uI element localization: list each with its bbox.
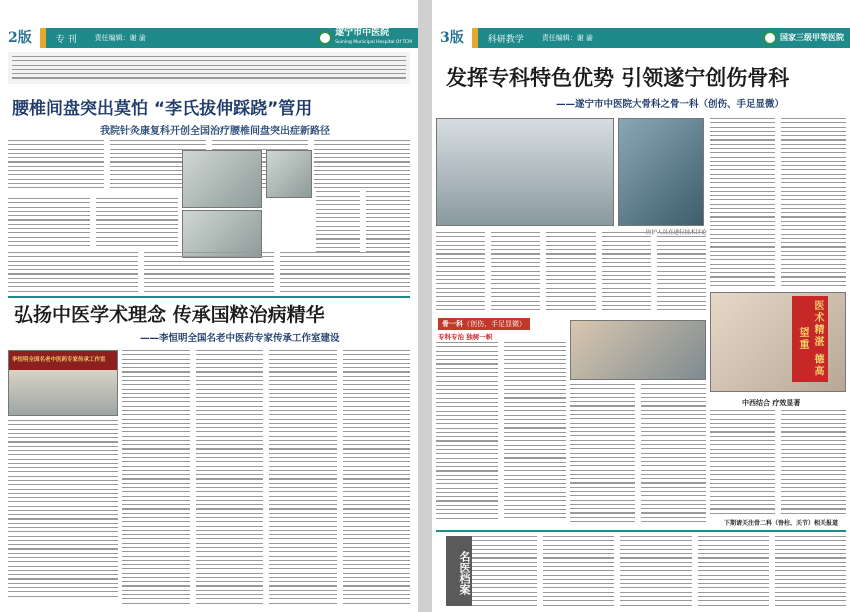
surgery-photo: [618, 118, 704, 226]
article-title-2: 弘扬中医学术理念 传承国粹治病精华: [14, 304, 325, 326]
hospital-logo-right: [763, 31, 844, 45]
article-subtitle-1: 我院针灸康复科开创全国治疗腰椎间盘突出症新路径: [100, 126, 330, 137]
logo-text-right: 国家三级甲等医院: [780, 33, 844, 42]
famous-doctor-body: [466, 536, 846, 606]
column-tag: [438, 318, 530, 330]
hospital-logo: [318, 29, 412, 47]
page-number: 2版: [0, 28, 46, 48]
page-2: [0, 0, 418, 612]
article-title-1: 腰椎间盘突出莫怕 “李氏拔伸踩跷”管用: [12, 99, 313, 119]
page-header: [0, 28, 418, 48]
article-2-photo-caption: [8, 420, 118, 600]
studio-photo: [8, 350, 118, 416]
article-2-body: [122, 350, 410, 604]
page-3: [432, 0, 850, 612]
section-divider-right: [436, 530, 846, 532]
article-1-body-bottom: [8, 252, 410, 292]
treatment-photo-3: [266, 150, 312, 198]
column-tag-text: 骨一科: [442, 320, 463, 328]
examination-photo: [570, 320, 706, 380]
article-3-body-left: [436, 232, 706, 312]
treatment-photo-2: [182, 210, 262, 258]
seal-icon: [318, 31, 332, 45]
editor-credit-right: 责任编辑：谢 渝: [541, 34, 593, 42]
section-divider: [8, 296, 410, 298]
team-photo: [436, 118, 614, 226]
photo-caption-2: 中西结合 疗效显著: [742, 399, 801, 407]
article-3-body-mid2: [570, 384, 706, 524]
treatment-photo-1: [182, 150, 262, 208]
logo-text: 遂宁市中医院: [335, 28, 390, 38]
article-1-body-right: [316, 140, 410, 258]
logo-subtext: Suining Municipal Hospital Of TCM: [335, 40, 412, 45]
article-3-body-right: [710, 118, 846, 288]
page-header-right: [432, 28, 850, 48]
studio-banner-text: 李恒明全国名老中医药专家传承工作室: [12, 357, 106, 363]
section-name: 专 刊: [55, 34, 77, 45]
next-issue-note: 下期请关注骨二科（脊柱、关节）相关报道: [724, 520, 839, 527]
intro-note: [8, 52, 410, 84]
column-tag-sub: （创伤、手足显微）: [463, 320, 526, 328]
editor-credit: 责任编辑：谢 渝: [94, 34, 146, 42]
article-subtitle-2: ——李恒明全国名老中医药专家传承工作室建设: [140, 333, 340, 344]
page-number-right: 3版: [432, 28, 478, 48]
article-3-body-right2: [710, 410, 846, 514]
section-name-right: 科研教学: [487, 34, 524, 45]
article-3-body-mid: [436, 342, 566, 522]
famous-doctor-column-label: 名医档案: [446, 536, 472, 606]
seal-icon-right: [763, 31, 777, 45]
honor-banner: 医术精湛 德高望重: [792, 296, 828, 382]
article-subtitle-3: ——遂宁市中医院大骨科之骨一科（创伤、手足显微）: [556, 99, 785, 110]
article-1-body-left: [8, 198, 178, 248]
column-label: 专科专治 独树一帜: [438, 333, 493, 341]
article-title-3: 发挥专科特色优势 引领遂宁创伤骨科: [446, 66, 790, 90]
